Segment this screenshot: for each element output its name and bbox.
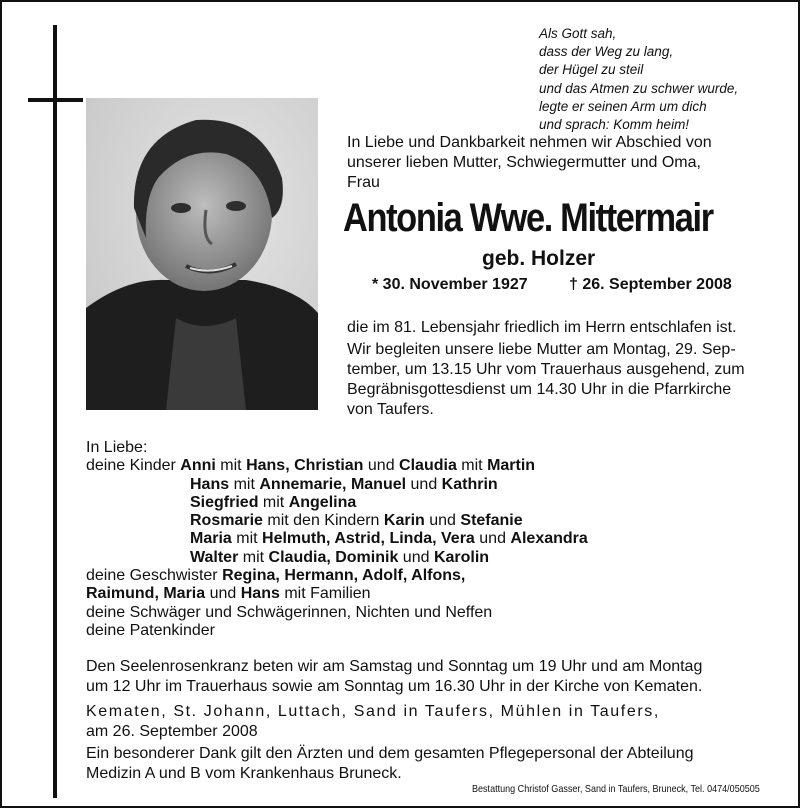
family-heading: In Liebe: bbox=[86, 439, 148, 456]
family-row bbox=[86, 457, 588, 475]
connector: mit bbox=[233, 475, 255, 493]
intro-line: In Liebe und Dankbarkeit nehmen wir Abschied von bbox=[347, 134, 712, 151]
relative-names: Claudia bbox=[399, 457, 457, 475]
thanks-line: Medizin A und B vom Krankenhaus Bruneck. bbox=[86, 765, 402, 782]
passed-text: die im 81. Lebensjahr friedlich im Herrn entschlafen ist. bbox=[347, 319, 737, 336]
poem-line: Als Gott sah, bbox=[539, 26, 617, 41]
child-name: Hans bbox=[190, 475, 230, 493]
funeral-text bbox=[347, 340, 772, 420]
poem-line: dass der Weg zu lang, bbox=[539, 44, 674, 60]
family-row bbox=[86, 549, 588, 567]
connector: mit bbox=[236, 530, 258, 548]
funeral-line: tember, um 13.15 Uhr vom Trauerhaus ausgehend, zum bbox=[347, 361, 745, 378]
relative-names: Helmuth, Astrid, Linda, Vera bbox=[262, 530, 475, 548]
connector: mit Familien bbox=[284, 585, 371, 603]
connector: und bbox=[209, 585, 237, 603]
connector: mit bbox=[242, 548, 265, 566]
relative-names: Kathrin bbox=[441, 475, 498, 493]
poem-line: legte er seinen Arm um dich bbox=[539, 98, 707, 114]
places-line: Kematen, St. Johann, Luttach, Sand in Taufers, Mühlen in Taufers, bbox=[86, 703, 660, 720]
intro-line: Frau bbox=[347, 174, 380, 191]
cross-vertical-bar bbox=[53, 25, 57, 798]
death-date: † 26. September 2008 bbox=[569, 276, 732, 293]
siblings-row bbox=[86, 567, 588, 585]
birth-date: * 30. November 1927 bbox=[372, 276, 528, 293]
thanks-text bbox=[86, 744, 776, 784]
relative-names: Annemarie, Manuel bbox=[259, 475, 407, 493]
maiden-name: geb. Holzer bbox=[482, 247, 596, 270]
child-name: Walter bbox=[190, 548, 239, 566]
poem-line: und sprach: Komm heim! bbox=[539, 117, 690, 133]
undertaker-credit: Bestattung Christof Gasser, Sand in Taufers, Bruneck, Tel. 0474/050505 bbox=[472, 783, 760, 795]
connector: und bbox=[367, 457, 395, 475]
connector: mit bbox=[262, 493, 285, 511]
connector: und bbox=[410, 475, 438, 493]
relative-names: Stefanie bbox=[460, 512, 523, 530]
rosary-text bbox=[86, 657, 776, 697]
children-label: deine Kinder bbox=[86, 457, 176, 475]
relative-names: Karin bbox=[383, 512, 425, 530]
family-list bbox=[86, 439, 588, 640]
poem-line: der Hügel zu steil bbox=[539, 62, 644, 78]
connector: und bbox=[429, 512, 456, 530]
inlaws-row: deine Schwäger und Schwägerinnen, Nichten und Neffen bbox=[86, 603, 493, 621]
funeral-line: Begräbnisgottesdienst um 14.30 Uhr in die Pfarrkirche bbox=[347, 381, 732, 398]
places-date bbox=[86, 702, 776, 742]
family-row bbox=[86, 476, 588, 494]
funeral-line: Wir begleiten unsere liebe Mutter am Montag, 29. Sep- bbox=[347, 341, 736, 358]
child-name: Maria bbox=[190, 530, 232, 548]
family-row bbox=[86, 512, 588, 530]
godchildren-row: deine Patenkinder bbox=[86, 621, 215, 639]
connector: mit den Kindern bbox=[267, 512, 380, 530]
poem bbox=[539, 25, 789, 134]
child-name: Anni bbox=[180, 457, 216, 475]
rosary-line: um 12 Uhr im Trauerhaus sowie am Sonntag um 16.30 Uhr in der Kirche von Kematen. bbox=[86, 678, 703, 695]
cross-horizontal-bar bbox=[28, 98, 83, 102]
intro-line: unserer lieben Mutter, Schwiegermutter und Oma, bbox=[347, 154, 701, 171]
deceased-name: Antonia Wwe. Mittermair bbox=[343, 196, 713, 240]
date-line: am 26. September 2008 bbox=[86, 723, 258, 740]
child-name: Rosmarie bbox=[190, 512, 263, 530]
relative-names: Karolin bbox=[433, 548, 490, 566]
relative-names: Angelina bbox=[288, 493, 357, 511]
connector: mit bbox=[461, 457, 483, 475]
siblings-names: Hans bbox=[240, 585, 280, 603]
family-row bbox=[86, 530, 588, 548]
relative-names: Hans, Christian bbox=[246, 457, 364, 475]
relative-names: Martin bbox=[487, 457, 536, 475]
siblings-label: deine Geschwister bbox=[86, 567, 218, 585]
relative-names: Claudia, Dominik bbox=[268, 548, 399, 566]
funeral-line: von Taufers. bbox=[347, 401, 434, 418]
intro-text bbox=[347, 133, 769, 193]
siblings-row bbox=[86, 585, 588, 603]
family-row bbox=[86, 494, 588, 512]
portrait-photo bbox=[86, 98, 318, 410]
relative-names: Alexandra bbox=[510, 530, 588, 548]
connector: mit bbox=[220, 457, 242, 475]
siblings-names: Regina, Hermann, Adolf, Alfons, bbox=[222, 567, 466, 585]
siblings-names: Raimund, Maria bbox=[86, 585, 206, 603]
thanks-line: Ein besonderer Dank gilt den Ärzten und dem gesamten Pflegepersonal der Abteilung bbox=[86, 745, 694, 762]
child-name: Siegfried bbox=[190, 493, 259, 511]
connector: und bbox=[402, 548, 430, 566]
poem-line: und das Atmen zu schwer wurde, bbox=[539, 80, 739, 96]
rosary-line: Den Seelenrosenkranz beten wir am Samstag und Sonntag um 19 Uhr und am Montag bbox=[86, 658, 703, 675]
connector: und bbox=[479, 530, 506, 548]
